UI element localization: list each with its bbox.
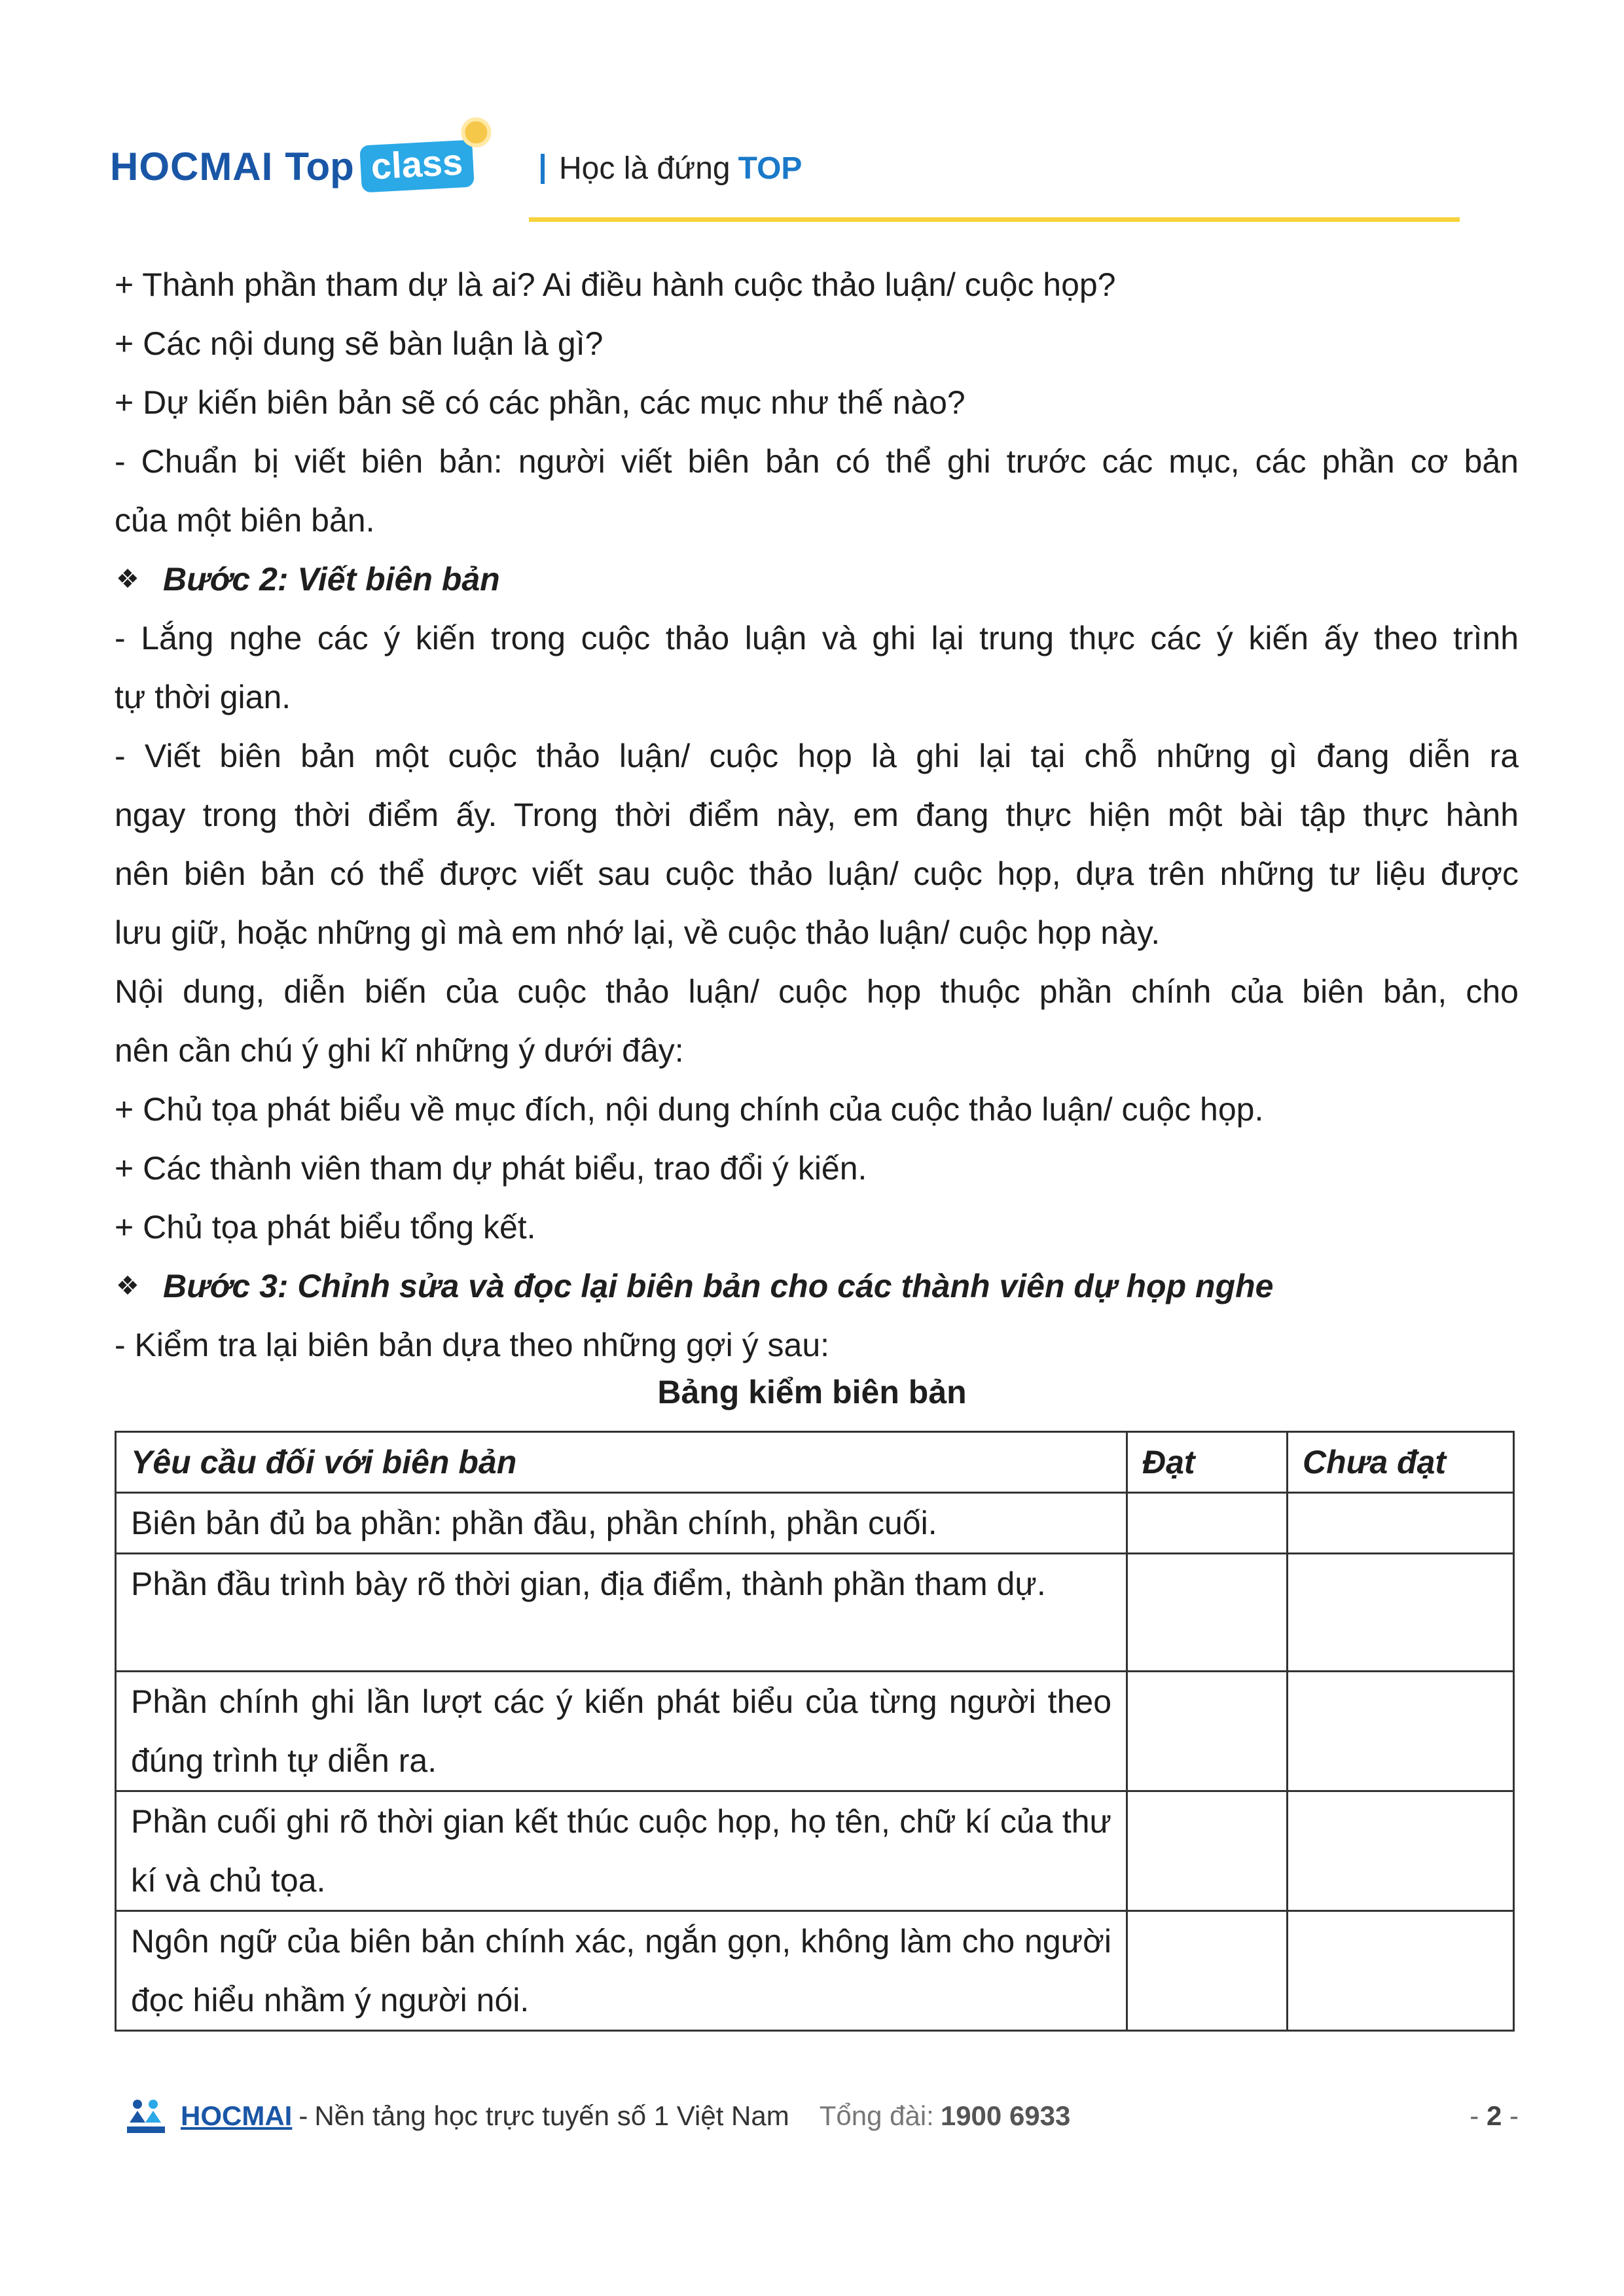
table-row — [116, 1911, 1514, 2031]
hotline-number: 1900 6933 — [940, 2100, 1071, 2131]
paragraph-line: Nội dung, diễn biến của cuộc thảo luận/ cuộc họp thuộc phần chính của biên bản, cho — [115, 973, 1519, 1010]
header-underline — [529, 217, 1460, 222]
requirement-cell: Phần chính ghi lần lượt các ý kiến phát biểu của từng người theo đúng trình tự diễn ra. — [116, 1672, 1127, 1791]
fail-cell[interactable] — [1288, 1791, 1514, 1911]
page-footer — [124, 2093, 1519, 2139]
paragraph-line: - Chuẩn bị viết biên bản: người viết biên bản có thể ghi trước các mục, các phần cơ bản — [115, 443, 1519, 480]
checklist-table — [115, 1431, 1515, 2032]
step-3-title: Bước 3: Chỉnh sửa và đọc lại biên bản cho các thành viên dự họp nghe — [163, 1268, 1274, 1304]
paragraph-line: tự thời gian. — [115, 679, 291, 715]
header-fail: Chưa đạt — [1288, 1432, 1514, 1493]
step-2-heading — [115, 550, 1519, 609]
footer-separator: - — [298, 2100, 308, 2131]
four-diamond-bullet-icon: ❖ — [116, 1272, 139, 1300]
footer-brand-link[interactable]: HOCMAI — [181, 2100, 293, 2131]
paragraph-line: nên biên bản có thể được viết sau cuộc thảo luận/ cuộc họp, dựa trên những tư liệu được — [115, 855, 1519, 892]
hotline-label: Tổng đài: — [819, 2100, 934, 2131]
page-number-value: 2 — [1486, 2100, 1502, 2131]
paragraph-line: + Thành phần tham dự là ai? Ai điều hành cuộc thảo luận/ cuộc họp? — [115, 266, 1116, 303]
fail-cell[interactable] — [1288, 1554, 1514, 1672]
paragraph-line: - Lắng nghe các ý kiến trong cuộc thảo luận và ghi lại trung thực các ý kiến ấy theo trình — [115, 620, 1519, 656]
four-diamond-bullet-icon: ❖ — [116, 565, 139, 594]
tagline-text: Học là đứng — [559, 151, 731, 186]
table-row — [116, 1791, 1514, 1911]
paragraph-line: + Chủ tọa phát biểu về mục đích, nội dung chính của cuộc thảo luận/ cuộc họp. — [115, 1091, 1264, 1128]
page-suffix: - — [1509, 2100, 1519, 2131]
requirement-cell: Ngôn ngữ của biên bản chính xác, ngắn gọn, không làm cho người đọc hiểu nhầm ý người nói. — [116, 1911, 1127, 2031]
tagline-highlight: TOP — [738, 151, 803, 186]
step-3-heading — [115, 1257, 1519, 1316]
header-requirement: Yêu cầu đối với biên bản — [116, 1432, 1127, 1493]
document-body — [115, 255, 1519, 1374]
tagline — [541, 151, 802, 187]
page-header — [0, 0, 1624, 236]
footer-slogan: Nền tảng học trực tuyến số 1 Việt Nam — [314, 2100, 789, 2131]
table-header-row — [116, 1432, 1514, 1493]
paragraph-line: - Kiểm tra lại biên bản dựa theo những gợi ý sau: — [115, 1327, 830, 1363]
paragraph-line: nên cần chú ý ghi kĩ những ý dưới đây: — [115, 1032, 684, 1069]
header-pass: Đạt — [1127, 1432, 1288, 1493]
table-row — [116, 1554, 1514, 1672]
hocmai-topclass-logo[interactable] — [110, 143, 473, 190]
table-row — [116, 1493, 1514, 1554]
fail-cell[interactable] — [1288, 1911, 1514, 2031]
paragraph-line: lưu giữ, hoặc những gì mà em nhớ lại, về cuộc thảo luận/ cuộc họp này. — [115, 914, 1161, 951]
tagline-divider — [541, 154, 545, 184]
logo-top-text: Top — [285, 144, 354, 188]
paragraph-line: - Viết biên bản một cuộc thảo luận/ cuộc họp là ghi lại tại chỗ những gì đang diễn ra — [115, 738, 1519, 774]
fail-cell[interactable] — [1288, 1493, 1514, 1554]
paragraph-line: + Chủ tọa phát biểu tổng kết. — [115, 1209, 536, 1246]
paragraph-line: của một biên bản. — [115, 502, 375, 539]
requirement-cell: Phần cuối ghi rõ thời gian kết thúc cuộc họp, họ tên, chữ kí của thư kí và chủ tọa. — [116, 1791, 1127, 1911]
step-2-title: Bước 2: Viết biên bản — [163, 561, 500, 598]
pass-cell[interactable] — [1127, 1493, 1288, 1554]
table-row — [116, 1672, 1514, 1791]
pass-cell[interactable] — [1127, 1791, 1288, 1911]
logo-class-text: class — [370, 141, 464, 187]
paragraph-line: + Dự kiến biên bản sẽ có các phần, các mục như thế nào? — [115, 384, 965, 421]
pass-cell[interactable] — [1127, 1554, 1288, 1672]
paragraph-line: + Các nội dung sẽ bàn luận là gì? — [115, 325, 604, 362]
logo-class-badge — [359, 140, 475, 193]
requirement-cell: Phần đầu trình bày rõ thời gian, địa điểm, thành phần tham dự. — [116, 1554, 1127, 1672]
fail-cell[interactable] — [1288, 1672, 1514, 1791]
hocmai-people-icon — [124, 2096, 168, 2136]
logo-hocmai-text: HOCMAI — [110, 144, 274, 188]
paragraph-line: + Các thành viên tham dự phát biểu, trao đổi ý kiến. — [115, 1150, 867, 1187]
page-prefix: - — [1470, 2100, 1479, 2131]
table-title: Bảng kiểm biên bản — [657, 1374, 967, 1410]
pass-cell[interactable] — [1127, 1672, 1288, 1791]
page-number — [1470, 2093, 1519, 2139]
requirement-cell: Biên bản đủ ba phần: phần đầu, phần chính, phần cuối. — [116, 1493, 1127, 1554]
sun-icon — [460, 117, 492, 148]
paragraph-line: ngay trong thời điểm ấy. Trong thời điểm này, em đang thực hiện một bài tập thực hành — [115, 797, 1519, 833]
pass-cell[interactable] — [1127, 1911, 1288, 2031]
